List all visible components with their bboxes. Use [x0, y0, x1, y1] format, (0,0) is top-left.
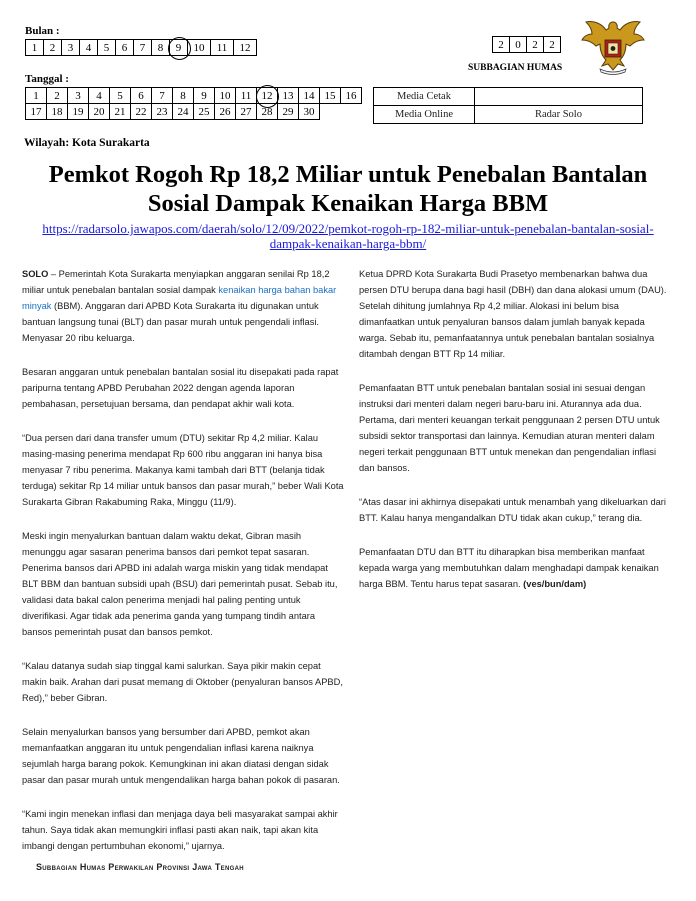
- media-table: [373, 87, 643, 124]
- article-title: Pemkot Rogoh Rp 18,2 Miliar untuk Penebalan Bantalan Sosial Dampak Kenaikan Harga BBM: [48, 161, 648, 217]
- grid-cell: 13: [278, 88, 299, 104]
- paragraph: SOLO – Pemerintah Kota Surakarta menyiapkan anggaran senilai Rp 18,2 miliar untuk penebalan bantalan sosial dampak kenaikan harga bahan bakar minyak (BBM). Anggaran dari APBD Kota Surakarta itu digunakan untuk bantuan langsung tunai (BLT) dan pasar murah untuk pengendali inflasi. Menyasar 20 ribu keluarga.: [22, 269, 337, 343]
- paragraph: “Dua persen dari dana transfer umum (DTU) sekitar Rp 4,2 miliar. Kalau masing-masing penerima mendapat Rp 600 ribu anggaran ini hanya bisa menyasar 7 ribu penerima. Makanya kami tambah dari BTT (belanja tidak terduga) sekitar Rp 14 miliar untuk bansos dan pasar murah,” beber Wali Kota Surakarta Gibran Rakabuming Raka, Minggu (11/9).: [22, 433, 344, 507]
- grid-cell: 11: [211, 40, 234, 56]
- grid-cell: 24: [173, 104, 194, 120]
- grid-cell: 3: [62, 40, 80, 56]
- article-column-right: [359, 266, 673, 610]
- region-label: Wilayah: Kota Surakarta: [24, 137, 150, 149]
- grid-cell: 1: [26, 88, 47, 104]
- paragraph: Ketua DPRD Kota Surakarta Budi Prasetyo membenarkan bahwa dua persen DTU berupa dana bagi hasil (DBH) dan dana alokasi umum (DAU). Setelah dihitung jumlahnya Rp 4,2 miliar. Alokasi ini belum bisa dimanfaatkan untuk penyaluran bansos dalam jumlah banyak kepada warga. Sebab itu, pemanfaatannya untuk penebalan bantalan sosialnya ditambah dengan BTT Rp 14 miliar.: [359, 269, 667, 359]
- grid-cell-circled: 9: [170, 40, 188, 56]
- grid-cell: 10: [188, 40, 211, 56]
- grid-cell: 29: [278, 104, 299, 120]
- grid-cell: 25: [194, 104, 215, 120]
- media-value: Radar Solo: [475, 106, 643, 124]
- paragraph: Pemanfaatan BTT untuk penebalan bantalan sosial ini sesuai dengan instruksi dari menteri dalam negeri baru-baru ini. Aturannya ada dua. Pertama, dari menteri keuangan terkait penggunaan 2 persen DTU untuk subsidi sektor transportasi dan lainnya. Kemudian aturan menteri dalam negeri terkait penggunaan BTT untuk menekan dan pengendalian inflasi dan bansos.: [359, 383, 660, 473]
- grid-cell: 15: [320, 88, 341, 104]
- grid-cell: 20: [89, 104, 110, 120]
- grid-cell: 9: [194, 88, 215, 104]
- grid-cell: 0: [510, 37, 527, 53]
- grid-cell: 2: [47, 88, 68, 104]
- paragraph: “Atas dasar ini akhirnya disepakati untuk menambah yang dikeluarkan dari BTT. Kalau hanya mengandalkan DTU tidak akan cukup,” terang dia.: [359, 497, 666, 523]
- grid-cell: 1: [26, 40, 44, 56]
- paragraph: “Kalau datanya sudah siap tinggal kami salurkan. Saya pikir makin cepat makin baik. Arahan dari pusat memang di Oktober (penyaluran bansos APBD, Red),” beber Gibran.: [22, 661, 343, 703]
- bulan-label: Bulan :: [25, 25, 60, 37]
- media-value: [475, 88, 643, 106]
- grid-cell: 16: [341, 88, 362, 104]
- year-grid: [492, 36, 561, 53]
- grid-cell: 27: [236, 104, 257, 120]
- grid-cell: 2: [493, 37, 510, 53]
- media-label: Media Online: [374, 106, 475, 124]
- grid-cell: 7: [134, 40, 152, 56]
- grid-cell: 23: [152, 104, 173, 120]
- grid-cell: 3: [68, 88, 89, 104]
- dateline: SOLO: [22, 269, 49, 279]
- org-label: SUBBAGIAN HUMAS: [468, 63, 563, 73]
- media-row: [374, 106, 643, 124]
- grid-cell-circled: 12: [257, 88, 278, 104]
- grid-cell: 2: [44, 40, 62, 56]
- grid-cell: 30: [299, 104, 320, 120]
- grid-cell: 19: [68, 104, 89, 120]
- grid-cell: 26: [215, 104, 236, 120]
- grid-cell: 17: [26, 104, 47, 120]
- grid-cell: 8: [173, 88, 194, 104]
- tanggal-label: Tanggal :: [25, 73, 69, 85]
- article-column-left: [22, 266, 344, 872]
- grid-cell: 6: [116, 40, 134, 56]
- grid-cell: 2: [544, 37, 561, 53]
- grid-cell: 5: [98, 40, 116, 56]
- inline-link[interactable]: kenaikan harga bahan bakar minyak: [22, 285, 337, 311]
- grid-cell: 14: [299, 88, 320, 104]
- grid-cell: 21: [110, 104, 131, 120]
- paragraph: “Kami ingin menekan inflasi dan menjaga daya beli masyarakat sampai akhir tahun. Saya tidak akan memungkiri inflasi pasti akan naik, tapi akan kita imbangi dengan pertumbuhan ekonomi,” ujarnya.: [22, 809, 338, 851]
- media-label: Media Cetak: [374, 88, 475, 106]
- garuda-emblem-icon: [580, 14, 646, 76]
- grid-cell: 22: [131, 104, 152, 120]
- paragraph: Pemanfaatan DTU dan BTT itu diharapkan bisa memberikan manfaat kepada warga yang membutuhkan dalam menghadapi dampak kenaikan harga BBM. Tentu harus tepat sasaran. (ves/bun/dam): [359, 547, 659, 589]
- grid-cell: 10: [215, 88, 236, 104]
- date-grid: [25, 87, 362, 120]
- grid-cell: 5: [110, 88, 131, 104]
- grid-cell: 4: [89, 88, 110, 104]
- paragraph: Selain menyalurkan bansos yang bersumber dari APBD, pemkot akan memanfaatkan anggaran itu untuk pengendalian inflasi karena naiknya sejumlah harga barang pokok. Kemungkinan ini akan diatasi dengan sidak pasar dan pasar murah untuk mengendalikan harga bahan pokok di pasaran.: [22, 727, 340, 785]
- footer-text: Subbagian Humas Perwakilan Provinsi Jawa Tengah: [36, 862, 244, 872]
- grid-cell: 7: [152, 88, 173, 104]
- paragraph: Meski ingin menyalurkan bantuan dalam waktu dekat, Gibran masih menunggu agar sasaran penerima bansos dari pemkot tepat sasaran. Penerima bansos dari APBD ini adalah warga miskin yang tidak mendapat BLT BBM dan bantuan subsidi upah (BSU) dari pemerintah pusat. Sebab itu, validasi data bakal calon penerima menjadi hal paling penting untuk diverifikasi. Agar tidak ada penerima ganda yang tumpang tindih antara bansos pemerintah pusat dan bansos pemkot.: [22, 531, 338, 637]
- month-grid: [25, 39, 257, 56]
- grid-cell: 6: [131, 88, 152, 104]
- paragraph: Besaran anggaran untuk penebalan bantalan sosial itu disepakati pada rapat paripurna tentang APBD Perubahan 2022 dengan agenda laporan pembahasan, persetujuan bersama, dan pendapat akhir wali kota.: [22, 367, 339, 409]
- grid-cell: 28: [257, 104, 278, 120]
- grid-cell: 12: [234, 40, 257, 56]
- grid-cell: 11: [236, 88, 257, 104]
- media-row: [374, 88, 643, 106]
- grid-cell: 4: [80, 40, 98, 56]
- article-url-link[interactable]: https://radarsolo.jawapos.com/daerah/solo/12/09/2022/pemkot-rogoh-rp-182-miliar-untuk-penebalan-bantalan-sosial-dampak-kenaikan-harga-bbm/: [42, 221, 654, 251]
- grid-cell: 18: [47, 104, 68, 120]
- grid-cell: 8: [152, 40, 170, 56]
- author-signature: (ves/bun/dam): [523, 579, 587, 589]
- grid-cell: 2: [527, 37, 544, 53]
